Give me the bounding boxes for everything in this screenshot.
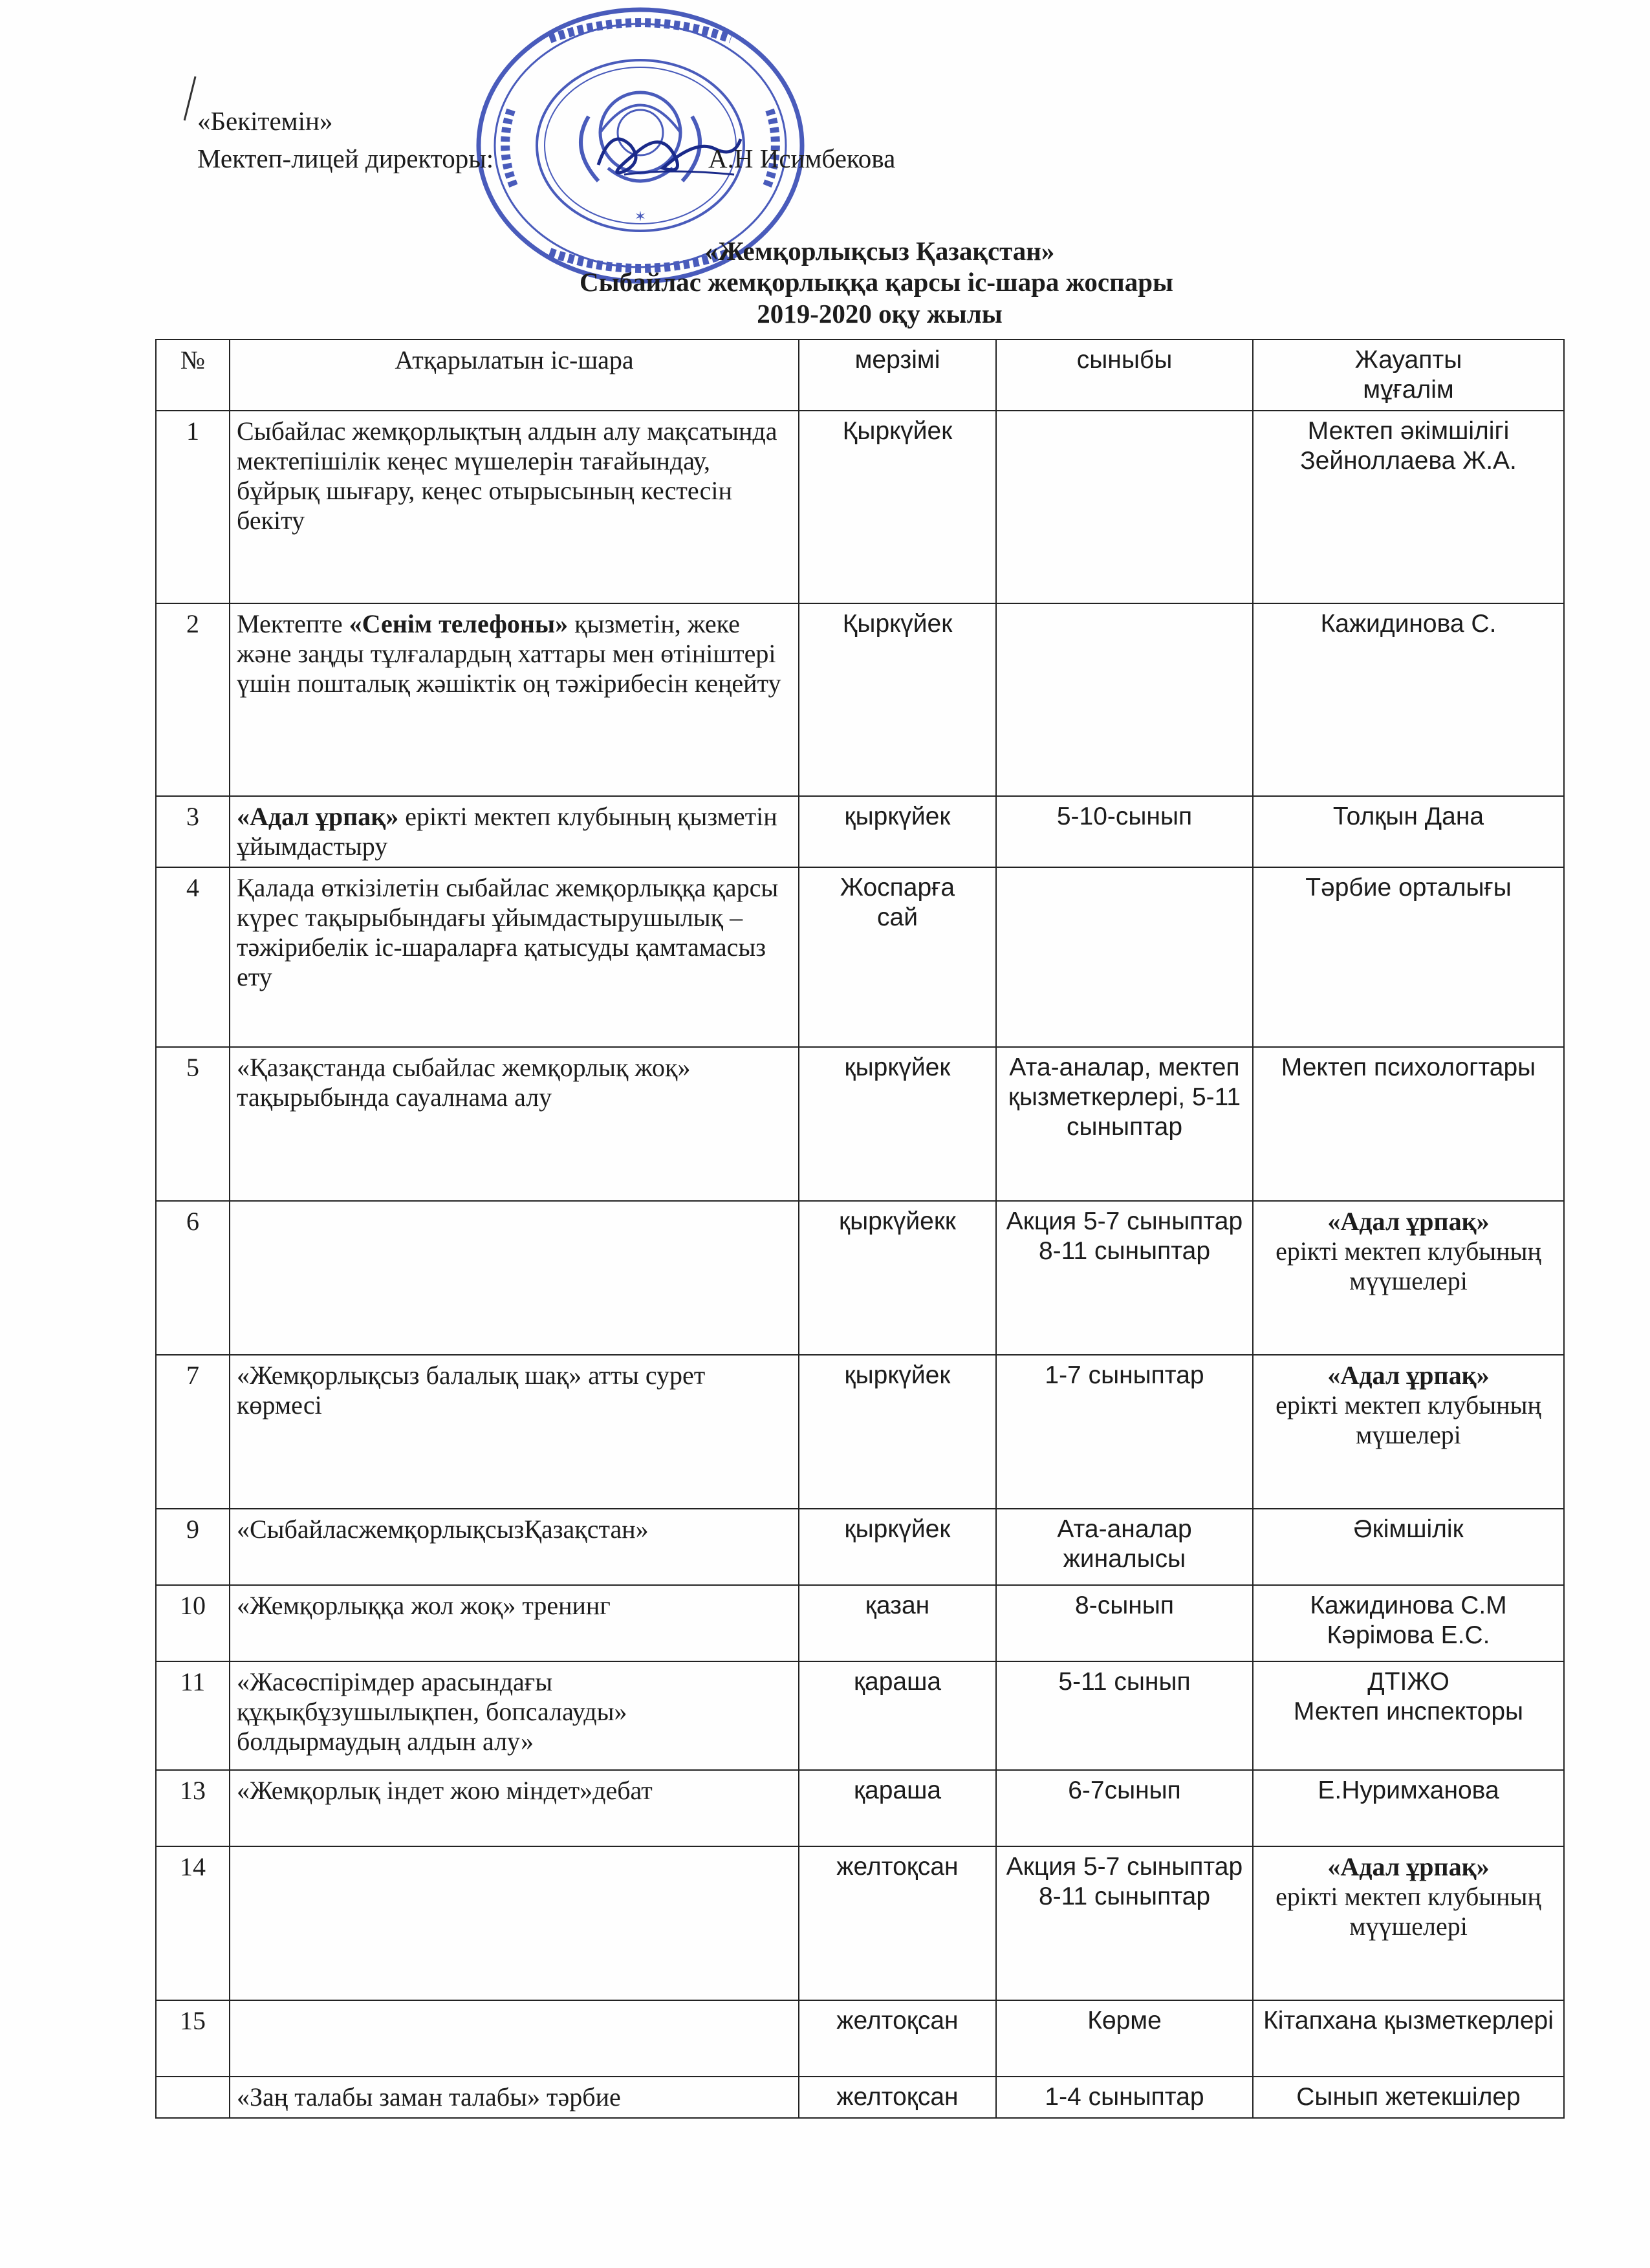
row-responsible: Е.Нуримханова — [1253, 1770, 1564, 1846]
row-activity — [230, 1846, 799, 2000]
row-term: қыркүйек — [799, 796, 996, 867]
row-term: қараша — [799, 1770, 996, 1846]
row-num: 10 — [156, 1585, 230, 1661]
row-activity: «СыбайласжемқорлықсызҚазақстан» — [230, 1509, 799, 1585]
row-class — [996, 603, 1253, 796]
row-class: 8-сынып — [996, 1585, 1253, 1661]
table-row — [156, 1201, 1564, 1355]
row-responsible-post: ерікті мектеп клубының мүүшелері — [1275, 1237, 1541, 1295]
row-responsible-line-2: Зейноллаева Ж.А. — [1300, 447, 1517, 475]
row-class-line-2: 8-11 сыныптар — [1038, 1237, 1211, 1265]
table-row — [156, 1770, 1564, 1846]
row-class-line-2: 8-11 сыныптар — [1038, 1883, 1211, 1910]
row-term: желтоқсан — [799, 2077, 996, 2118]
director-name: А.Н Исимбекова — [708, 144, 896, 173]
row-responsible: Тәрбие орталығы — [1253, 867, 1564, 1047]
row-class: 6-7сынып — [996, 1770, 1253, 1846]
row-activity: «Жасөспірімдер арасындағы құқықбұзушылықпен, бопсалауды» болдырмаудың алдын алу» — [230, 1661, 799, 1770]
director-label: Мектеп-лицей директоры: — [197, 144, 494, 173]
table-row — [156, 1585, 1564, 1661]
svg-text:✶: ✶ — [634, 209, 647, 225]
row-term: қазан — [799, 1585, 996, 1661]
row-class: 5-10-сынып — [996, 796, 1253, 867]
row-activity: «Жемқорлықсыз балалық шақ» атты сурет көрмесі — [230, 1355, 799, 1509]
title-line-2: Сыбайлас жемқорлыққа қарсы іс-шара жоспары — [579, 267, 1174, 297]
header-responsible — [1253, 340, 1564, 411]
row-term: Қыркүйек — [799, 603, 996, 796]
row-num: 11 — [156, 1661, 230, 1770]
row-term: қыркүйек — [799, 1509, 996, 1585]
row-responsible-line-1: Кажидинова С.М — [1310, 1592, 1507, 1619]
row-activity: «Жемқорлыққа жол жоқ» тренинг — [230, 1585, 799, 1661]
row-responsible: Кітапхана қызметкерлері — [1253, 2000, 1564, 2077]
row-responsible-line-1: Мектеп әкімшілігі — [1307, 417, 1510, 445]
row-responsible: Сынып жетекшілер — [1253, 2077, 1564, 2118]
table-row — [156, 1047, 1564, 1201]
row-term: қыркүйек — [799, 1047, 996, 1201]
row-num: 7 — [156, 1355, 230, 1509]
row-num: 3 — [156, 796, 230, 867]
row-responsible: Толқын Дана — [1253, 796, 1564, 867]
row-num: 6 — [156, 1201, 230, 1355]
row-num: 15 — [156, 2000, 230, 2077]
header-term: мерзімі — [799, 340, 996, 411]
row-class: Ата-аналар жиналысы — [996, 1509, 1253, 1585]
row-num: 13 — [156, 1770, 230, 1846]
row-activity — [230, 1201, 799, 1355]
row-activity-pre: Мектепте — [237, 609, 349, 638]
table-row — [156, 1355, 1564, 1509]
table-row — [156, 1661, 1564, 1770]
header-num: № — [156, 340, 230, 411]
row-term: қараша — [799, 1661, 996, 1770]
table-row — [156, 411, 1564, 603]
row-class: 1-7 сыныптар — [996, 1355, 1253, 1509]
row-responsible-post: ерікті мектеп клубының мүшелері — [1275, 1390, 1541, 1449]
row-responsible — [1253, 411, 1564, 603]
header-responsible-line-2: мұғалім — [1363, 376, 1454, 404]
activity-plan-table — [155, 339, 1565, 2119]
row-class-line-1: Акция 5-7 сыныптар — [1006, 1207, 1243, 1235]
row-term: қыркүйекк — [799, 1201, 996, 1355]
row-activity: «Жемқорлық індет жою міндет»дебат — [230, 1770, 799, 1846]
row-num: 9 — [156, 1509, 230, 1585]
table-row — [156, 1846, 1564, 2000]
row-term: желтоқсан — [799, 1846, 996, 2000]
header-activity: Атқарылатын іс-шара — [230, 340, 799, 411]
row-term: қыркүйек — [799, 1355, 996, 1509]
row-num: 14 — [156, 1846, 230, 2000]
row-responsible: Мектеп психологтары — [1253, 1047, 1564, 1201]
row-responsible-bold: «Адал ұрпақ» — [1327, 1852, 1490, 1881]
table-row — [156, 2000, 1564, 2077]
row-num: 2 — [156, 603, 230, 796]
row-activity: «Қазақстанда сыбайлас жемқорлық жоқ» тақырыбында сауалнама алу — [230, 1047, 799, 1201]
row-term-line-1: Жоспарға — [840, 874, 955, 902]
row-class: 1-4 сыныптар — [996, 2077, 1253, 2118]
row-term-line-2: сай — [877, 903, 918, 931]
row-class — [996, 1201, 1253, 1355]
row-activity — [230, 2000, 799, 2077]
row-responsible — [1253, 1201, 1564, 1355]
row-num: 4 — [156, 867, 230, 1047]
table-header-row — [156, 340, 1564, 411]
row-class — [996, 411, 1253, 603]
title-line-3: 2019-2020 оқу жылы — [757, 299, 1003, 329]
row-class: 5-11 сынып — [996, 1661, 1253, 1770]
row-activity — [230, 796, 799, 867]
row-activity-bold: «Адал ұрпақ» — [237, 802, 399, 831]
table-row — [156, 2077, 1564, 2118]
row-term: желтоқсан — [799, 2000, 996, 2077]
row-activity-post: қызметін, жеке және заңды тұлғалардың хаттары мен өтініштері үшін пошталық жәшіктік оң тәжірибесін кеңейту — [237, 609, 781, 698]
row-responsible-line-1: ДТІЖО — [1367, 1668, 1449, 1696]
row-responsible-line-2: Мектеп инспекторы — [1293, 1698, 1524, 1725]
row-responsible-bold: «Адал ұрпақ» — [1327, 1361, 1490, 1390]
row-activity: Сыбайлас жемқорлықтың алдын алу мақсатында мектепішілік кеңес мүшелерін тағайындау, бұйрық шығару, кеңес отырысының кестесін бекіту — [230, 411, 799, 603]
row-responsible — [1253, 1661, 1564, 1770]
row-activity-bold: «Сенім телефоны» — [349, 609, 569, 638]
row-num: 1 — [156, 411, 230, 603]
approve-label: «Бекітемін» — [197, 106, 333, 136]
title-line-1: «Жемқорлықсыз Қазақстан» — [704, 236, 1055, 266]
row-term: Қыркүйек — [799, 411, 996, 603]
row-term — [799, 867, 996, 1047]
row-activity: «Заң талабы заман талабы» тәрбие — [230, 2077, 799, 2118]
row-responsible — [1253, 1355, 1564, 1509]
header-class: сыныбы — [996, 340, 1253, 411]
row-num — [156, 2077, 230, 2118]
row-class: Ата-аналар, мектеп қызметкерлері, 5-11 сыныптар — [996, 1047, 1253, 1201]
table-row — [156, 603, 1564, 796]
row-activity-post: ерікті мектеп клубының қызметін ұйымдастыру — [237, 802, 777, 861]
row-activity — [230, 603, 799, 796]
approval-block — [197, 102, 896, 177]
table-row — [156, 1509, 1564, 1585]
row-responsible: Кажидинова С. — [1253, 603, 1564, 796]
row-responsible-post: ерікті мектеп клубының мүүшелері — [1275, 1882, 1541, 1941]
row-responsible-line-2: Кәрімова Е.С. — [1327, 1621, 1490, 1649]
row-activity: Қалада өткізілетін сыбайлас жемқорлыққа қарсы күрес тақырыбындағы ұйымдастырушылық – тәжірибелік іс-шараларға қатысуды қамтамасыз ету — [230, 867, 799, 1047]
table-row — [156, 796, 1564, 867]
row-class: Көрме — [996, 2000, 1253, 2077]
row-num: 5 — [156, 1047, 230, 1201]
row-responsible-bold: «Адал ұрпақ» — [1327, 1207, 1490, 1236]
row-responsible: Әкімшілік — [1253, 1509, 1564, 1585]
row-class-line-1: Акция 5-7 сыныптар — [1006, 1853, 1243, 1881]
row-responsible — [1253, 1585, 1564, 1661]
table-row — [156, 867, 1564, 1047]
row-responsible — [1253, 1846, 1564, 2000]
header-responsible-line-1: Жауапты — [1354, 346, 1462, 374]
row-class — [996, 1846, 1253, 2000]
row-class — [996, 867, 1253, 1047]
